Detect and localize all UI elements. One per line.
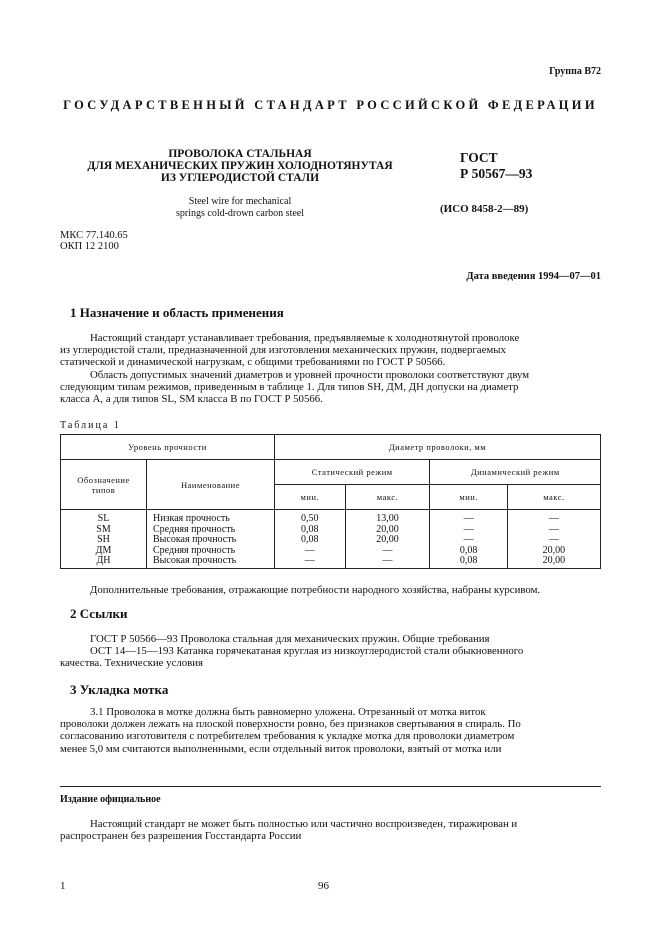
cell-type-code: SM <box>61 525 147 536</box>
text-line: из углеродистой стали, предназначенной для изготовления механических пружин, подвергаемых <box>60 344 506 357</box>
cell-name: Низкая прочность <box>147 510 275 525</box>
header-name: Наименование <box>147 460 275 510</box>
text-line: Настоящий стандарт устанавливает требования, предъявляемые к холоднотянутой проволоке <box>90 332 520 344</box>
cell-static-min: — <box>275 546 346 557</box>
cell-dynamic-max: 20,00 <box>507 556 600 568</box>
table-row <box>61 546 601 557</box>
cell-type-code: ДМ <box>61 546 147 557</box>
cell-name: Высокая прочность <box>147 556 275 568</box>
additional-requirements-note <box>60 584 601 596</box>
cell-static-max: — <box>345 546 430 557</box>
official-edition-label: Издание официальное <box>60 794 161 805</box>
section-1-paragraph-2 <box>60 369 601 406</box>
cell-static-min: 0,50 <box>275 510 346 525</box>
table-row <box>61 510 601 525</box>
header-dynamic-min: мин. <box>430 485 507 510</box>
cell-static-min: — <box>275 556 346 568</box>
cell-static-max: 13,00 <box>345 510 430 525</box>
english-title-line-2: springs cold-drown carbon steel <box>175 208 305 219</box>
cell-static-min: 0,08 <box>275 525 346 536</box>
cell-name: Средняя прочность <box>147 525 275 536</box>
cell-static-max: — <box>345 556 430 568</box>
group-code: Группа В72 <box>549 66 601 77</box>
document-title <box>75 148 405 184</box>
cell-static-min: 0,08 <box>275 535 346 546</box>
cell-dynamic-max: — <box>507 510 600 525</box>
header-strength-level: Уровень прочности <box>61 435 275 460</box>
sheet-number: 1 <box>60 880 66 892</box>
reference-gost-50566: ГОСТ Р 50566—93 Проволока стальная для механических пружин. Общие требования <box>90 633 490 645</box>
cell-dynamic-min: — <box>430 525 507 536</box>
section-3-paragraph <box>60 706 601 755</box>
gost-label: ГОСТ <box>460 150 498 165</box>
cell-type-code: SH <box>61 535 147 546</box>
section-1-heading: 1 Назначение и область применения <box>70 305 284 320</box>
header-type-code-line-2: типов <box>91 484 116 495</box>
text-line: 3.1 Проволока в мотке должна быть равномерно уложена. Отрезанный от мотка виток <box>90 706 486 718</box>
table-row <box>61 525 601 536</box>
okp-code: ОКП 12 2100 <box>60 241 119 252</box>
header-wire-diameter: Диаметр проволоки, мм <box>275 435 601 460</box>
cell-dynamic-max: 20,00 <box>507 546 600 557</box>
footer-divider <box>60 786 601 787</box>
reference-ost-14-15-193: ОСТ 14—15—193 Катанка горячекатаная круглая из низкоуглеродистой стали обыкновенного <box>90 645 524 658</box>
cell-name: Средняя прочность <box>147 546 275 557</box>
text-line: Настоящий стандарт не может быть полностью или частично воспроизведен, тиражирован и <box>90 818 518 830</box>
cell-type-code: ДН <box>61 556 147 568</box>
english-title <box>140 196 340 220</box>
cell-dynamic-max: — <box>507 535 600 546</box>
title-line-1: ПРОВОЛОКА СТАЛЬНАЯ <box>168 148 312 160</box>
gost-designation <box>460 150 532 182</box>
cell-dynamic-min: — <box>430 535 507 546</box>
section-2-references <box>60 633 601 670</box>
table-1-caption: Таблица 1 <box>60 420 121 431</box>
table-row <box>61 535 601 546</box>
cell-dynamic-min: — <box>430 510 507 525</box>
mks-code: МКС 77.140.65 <box>60 230 128 241</box>
title-line-2: ДЛЯ МЕХАНИЧЕСКИХ ПРУЖИН ХОЛОДНОТЯНУТАЯ <box>87 160 393 172</box>
reference-ost-14-15-193-cont: качества. Технические условия <box>60 657 203 670</box>
cell-dynamic-min: 0,08 <box>430 546 507 557</box>
english-title-line-1: Steel wire for mechanical <box>188 196 292 207</box>
table-1 <box>60 434 601 569</box>
title-line-3: ИЗ УГЛЕРОДИСТОЙ СТАЛИ <box>160 172 320 184</box>
text-line: менее 5,0 мм считаются выполненными, если отдельный виток проволоки, взятый от мотка или <box>60 742 502 755</box>
text-line: следующим типам режимов, приведенным в таблице 1. Для типов SH, ДМ, ДН допуски на диаметр <box>60 381 519 394</box>
text-line: Дополнительные требования, отражающие потребности народного хозяйства, набраны курсивом. <box>90 584 541 596</box>
header-dynamic-max: макс. <box>507 485 600 510</box>
text-line: класса А, а для типов SL, SM класса В по ГОСТ Р 50566. <box>60 393 323 406</box>
reproduction-notice <box>60 818 601 842</box>
table-row <box>61 556 601 568</box>
header-dynamic-mode: Динамический режим <box>430 460 601 485</box>
header-type-code-line-1: Обозначение <box>77 474 130 485</box>
text-line: Область допустимых значений диаметров и уровней прочности проволоки соответствуют двум <box>90 369 530 381</box>
header-static-min: мин. <box>275 485 346 510</box>
text-line: распространен без разрешения Госстандарта России <box>60 830 302 843</box>
classification-codes <box>60 230 128 252</box>
text-line: статической и динамической нагрузкам, с общими требованиями по ГОСТ Р 50566. <box>60 356 446 369</box>
header-static-mode: Статический режим <box>275 460 430 485</box>
page-number: 96 <box>318 880 329 892</box>
iso-reference: (ИСО 8458-2—89) <box>440 203 529 215</box>
state-standard-heading: ГОСУДАРСТВЕННЫЙ СТАНДАРТ РОССИЙСКОЙ ФЕДЕРАЦИИ <box>63 98 598 112</box>
section-1-paragraph-1 <box>60 332 601 369</box>
text-line: согласованию изготовителя с потребителем требования к укладке мотка для проволоки диаметром <box>60 730 515 743</box>
gost-number: Р 50567—93 <box>460 166 533 181</box>
section-2-heading: 2 Ссылки <box>70 606 128 621</box>
introduction-date: Дата введения 1994—07—01 <box>466 271 601 282</box>
header-type-code <box>61 460 147 510</box>
section-3-heading: 3 Укладка мотка <box>70 682 169 697</box>
cell-type-code: SL <box>61 510 147 525</box>
cell-static-max: 20,00 <box>345 525 430 536</box>
header-static-max: макс. <box>345 485 430 510</box>
cell-name: Высокая прочность <box>147 535 275 546</box>
cell-dynamic-max: — <box>507 525 600 536</box>
cell-dynamic-min: 0,08 <box>430 556 507 568</box>
text-line: проволоки должен лежать на плоской поверхности ровно, без признаков свертывания в спираль. По <box>60 718 521 731</box>
cell-static-max: 20,00 <box>345 535 430 546</box>
